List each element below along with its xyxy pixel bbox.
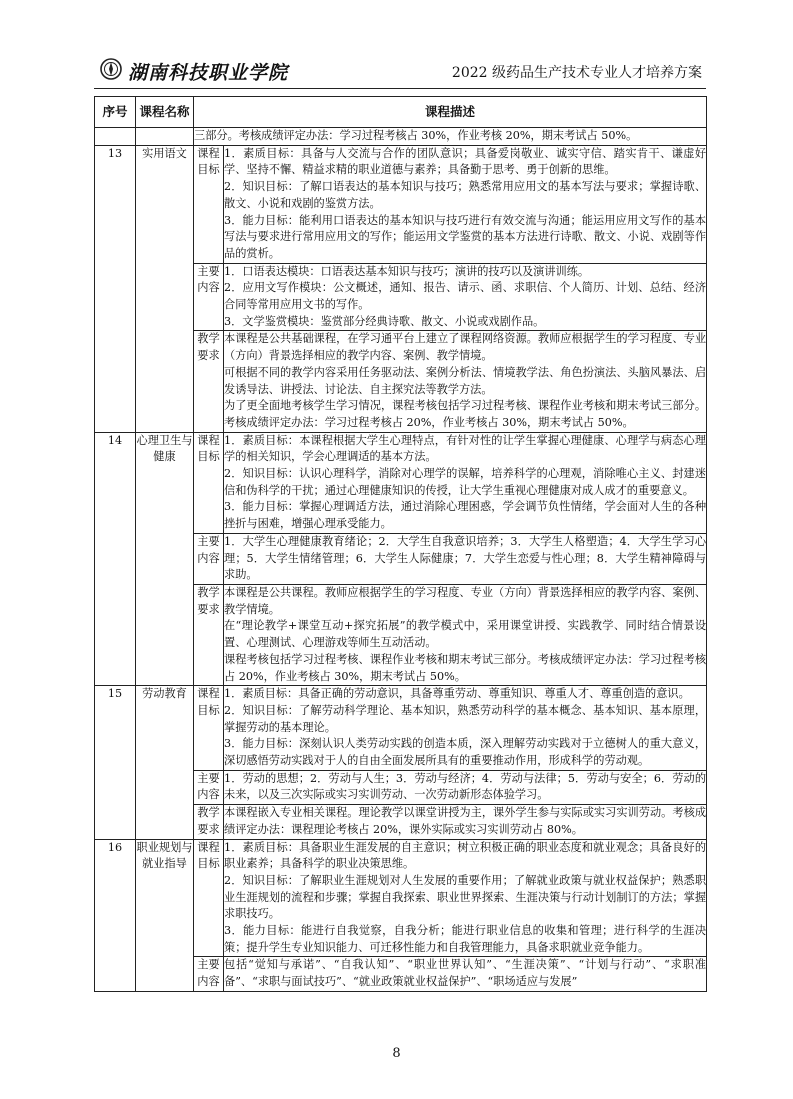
section-label: 主要内容 <box>194 957 224 991</box>
course-number: 14 <box>95 432 136 686</box>
section-content <box>224 957 707 991</box>
page-number: 8 <box>392 1046 401 1061</box>
course-name: 劳动教育 <box>136 686 194 839</box>
section-label: 教学要求 <box>194 584 224 685</box>
section-paragraph: 3．能力目标：掌握心理调适方法，通过消除心理困惑，学会调节负性情绪，学会面对人生的各种挫折与困难，增强心理承受能力。 <box>224 500 707 531</box>
course-name: 职业规划与就业指导 <box>136 839 194 991</box>
section-paragraph: 2．知识目标：认识心理科学，消除对心理学的误解，培养科学的心理观，消除唯心主义、封建迷信和伪科学的干扰；通过心理健康知识的传授，让大学生重视心理健康对成人成才的重要意义。 <box>224 467 707 497</box>
column-header-desc: 课程描述 <box>194 97 707 128</box>
course-table <box>94 96 707 992</box>
section-paragraph: 包括“觉知与承诺”、“自我认知”、“职业世界认知”、“生涯决策”、“计划与行动”、“求职准备”、“求职与面试技巧”、“就业政策就业权益保护”、“职场适应与发展” <box>224 958 707 989</box>
section-paragraph: 在“理论教学+课堂互动+探究拓展”的教学模式中，采用课堂讲授、实践教学、同时结合情景设置、心理测试、心理游戏等师生互动活动。 <box>224 619 707 650</box>
section-paragraph: 1．素质目标：本课程根据大学生心理特点，有针对性的让学生掌握心理健康、心理学与病态心理学的相关知识，学会心理调适的基本方法。 <box>224 433 707 464</box>
section-paragraph: 1．素质目标：具备职业生涯发展的自主意识；树立积极正确的职业态度和就业观念；具备良好的职业素养；具备科学的职业决策思维。 <box>224 840 707 871</box>
table-row <box>95 432 707 533</box>
section-label: 教学要求 <box>194 331 224 432</box>
section-content <box>224 584 707 685</box>
section-paragraph: 2．知识目标：了解口语表达的基本知识与技巧；熟悉常用应用文的基本写法与要求；掌握诗歌、散文、小说和戏剧的鉴赏方法。 <box>224 180 707 210</box>
section-paragraph: 3．能力目标：深刻认识人类劳动实践的创造本质，深入理解劳动实践对于立德树人的重大意义，深切感悟劳动实践对于人的自由全面发展所具有的重要推动作用，形成科学的劳动观。 <box>224 737 707 768</box>
section-paragraph: 1．素质目标：具备与人交流与合作的团队意识；具备爱岗敬业、诚实守信、踏实肯干、谦虚好学、坚持不懈、精益求精的职业道德与素养；具备勤于思考、勇于创新的思维。 <box>224 146 707 177</box>
course-number: 16 <box>95 839 136 991</box>
table-row <box>95 686 707 771</box>
section-content <box>224 331 707 432</box>
section-content <box>224 770 707 804</box>
continuation-row <box>95 128 707 146</box>
section-content <box>224 686 707 771</box>
section-paragraph: 本课程是公共基础课程，在学习通平台上建立了课程网络资源。教师应根据学生的学习程度、专业（方向）背景选择相应的教学内容、案例、教学情境。 <box>224 332 707 363</box>
section-paragraph: 为了更全面地考核学生学习情况，课程考核包括学习过程考核、课程作业考核和期末考试三部分。考核成绩评定办法：学习过程考核占 20%，作业考核占 30%，期末考试占 50%。 <box>224 399 707 429</box>
section-label: 主要内容 <box>194 533 224 584</box>
section-content <box>224 145 707 263</box>
section-label: 教学要求 <box>194 805 224 839</box>
section-paragraph: 2．知识目标：了解职业生涯规划对人生发展的重要作用；了解就业政策与就业权益保护；熟悉职业生涯规划的流程和步骤；掌握自我探索、职业世界探索、生涯决策与行动计划制订的方法；掌握求职技巧。 <box>224 873 707 921</box>
column-header-num: 序号 <box>95 97 136 128</box>
continuation-name-cell <box>136 128 194 146</box>
section-paragraph: 2．应用文写作模块：公文概述，通知、报告、请示、函、求职信、个人简历、计划、总结、经济合同等常用应用文书的写作。 <box>224 281 707 312</box>
section-paragraph: 3．能力目标：能进行自我觉察，自我分析；能进行职业信息的收集和管理；进行科学的生涯决策；提升学生专业知识能力、可迁移性能力和自我管理能力，具备求职就业竞争能力。 <box>224 924 707 954</box>
document-title: 2022 级药品生产技术专业人才培养方案 <box>451 65 702 81</box>
section-content <box>224 533 707 584</box>
section-label: 课程目标 <box>194 839 224 957</box>
section-paragraph: 课程考核包括学习过程考核、课程作业考核和期末考试三部分。考核成绩评定办法：学习过程考核占 20%，作业考核占 30%，期末考试占 50%。 <box>224 652 707 683</box>
section-content <box>224 805 707 839</box>
continuation-num-cell <box>95 128 136 146</box>
section-label: 课程目标 <box>194 432 224 533</box>
section-paragraph: 本课程嵌入专业相关课程。理论教学以课堂讲授为主，课外学生参与实际或实习实训劳动。考核成绩评定办法：课程理论考核占 20%，课外实际或实习实训劳动占 80%。 <box>224 806 707 836</box>
section-paragraph: 可根据不同的教学内容采用任务驱动法、案例分析法、情境教学法、角色扮演法、头脑风暴法、启发诱导法、讲授法、讨论法、自主探究法等教学方法。 <box>224 365 707 396</box>
course-name: 实用语文 <box>136 145 194 432</box>
table-header-row <box>95 97 707 128</box>
section-label: 课程目标 <box>194 145 224 263</box>
section-label: 课程目标 <box>194 686 224 771</box>
course-name: 心理卫生与健康 <box>136 432 194 686</box>
course-number: 13 <box>95 145 136 432</box>
section-content <box>224 432 707 533</box>
school-logo-icon <box>100 58 122 80</box>
table-row <box>95 839 707 957</box>
course-number: 15 <box>95 686 136 839</box>
section-paragraph: 1．素质目标：具备正确的劳动意识，具备尊重劳动、尊重知识、尊重人才、尊重创造的意识。 <box>224 687 690 701</box>
section-paragraph: 2．知识目标：了解劳动科学理论、基本知识，熟悉劳动科学的基本概念、基本知识、基本原理，掌握劳动的基本理论。 <box>224 703 707 734</box>
column-header-name: 课程名称 <box>136 97 194 128</box>
page-header <box>94 56 706 89</box>
table-row <box>95 145 707 263</box>
section-paragraph: 3．能力目标：能利用口语表达的基本知识与技巧进行有效交流与沟通；能运用应用文写作的基本写法与要求进行常用应用文的写作；能运用文学鉴赏的基本方法进行诗歌、散文、小说、戏剧等作品的赏析。 <box>224 213 707 260</box>
section-paragraph: 1．大学生心理健康教育绪论；2．大学生自我意识培养；3．大学生人格塑造；4．大学生学习心理；5．大学生情绪管理；6．大学生人际健康；7．大学生恋爱与性心理；8．大学生精神障碍与求助。 <box>224 534 707 582</box>
section-content <box>224 839 707 957</box>
section-paragraph: 3．文学鉴赏模块：鉴赏部分经典诗歌、散文、小说或戏剧作品。 <box>224 314 545 328</box>
section-paragraph: 1．口语表达模块：口语表达基本知识与技巧；演讲的技巧以及演讲训练。 <box>224 264 590 278</box>
section-paragraph: 1．劳动的思想；2．劳动与人生；3．劳动与经济；4．劳动与法律；5．劳动与安全；6．劳动的未来，以及三次实际或实习实训劳动、一次劳动新形态体验学习。 <box>224 771 707 802</box>
continuation-text: 三部分。考核成绩评定办法：学习过程考核占 30%，作业考核 20%，期末考试占 50%。 <box>194 128 707 146</box>
section-content <box>224 263 707 331</box>
section-paragraph: 本课程是公共课程。教师应根据学生的学习程度、专业（方向）背景选择相应的教学内容、案例、教学情境。 <box>224 585 707 616</box>
school-name: 湖南科技职业学院 <box>128 62 289 84</box>
section-label: 主要内容 <box>194 770 224 804</box>
section-label: 主要内容 <box>194 263 224 331</box>
